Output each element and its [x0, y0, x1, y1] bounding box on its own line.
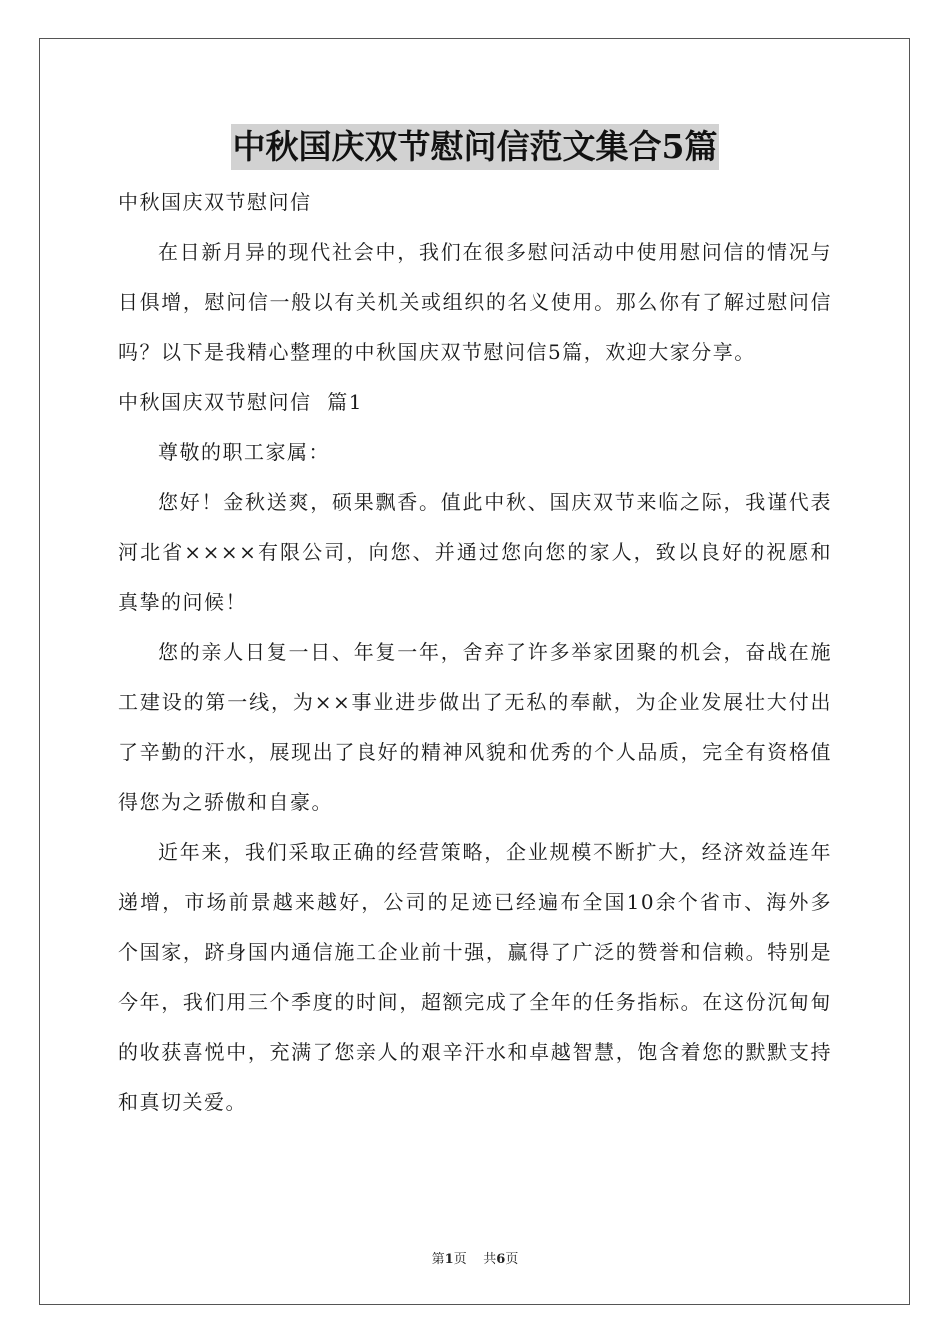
- body-paragraph: 您的亲人日复一日、年复一年，舍弃了许多举家团聚的机会，奋战在施工建设的第一线，为××事业进步做出了无私的奉献，为企业发展壮大付出了辛勤的汗水，展现出了良好的精神风貌和优秀的个人品质，完全有资格值得您为之骄傲和自豪。: [118, 640, 832, 814]
- page-footer: [0, 1248, 950, 1267]
- intro-paragraph: 在日新月异的现代社会中，我们在很多慰问活动中使用慰问信的情况与日俱增，慰问信一般以有关机关或组织的名义使用。那么你有了解过慰问信吗？以下是我精心整理的中秋国庆双节慰问信5篇，欢迎大家分享。: [118, 240, 832, 364]
- document-body: [118, 177, 832, 1127]
- total-suffix: 页: [505, 1252, 519, 1267]
- total-page-count: 6: [496, 1252, 506, 1267]
- subtitle: 中秋国庆双节慰问信: [118, 190, 312, 214]
- document-title: 中秋国庆双节慰问信范文集合5篇: [231, 124, 720, 170]
- section-heading: 中秋国庆双节慰问信 篇1: [118, 390, 363, 414]
- current-page-number: 1: [444, 1252, 454, 1267]
- page-suffix: 页: [453, 1252, 467, 1267]
- salutation: 尊敬的职工家属：: [158, 440, 330, 464]
- total-prefix: 共: [483, 1252, 497, 1267]
- title-container: [0, 124, 950, 170]
- page-prefix: 第: [431, 1252, 445, 1267]
- body-paragraph: 近年来，我们采取正确的经营策略，企业规模不断扩大，经济效益连年递增，市场前景越来越好，公司的足迹已经遍布全国10余个省市、海外多个国家，跻身国内通信施工企业前十强，赢得了广泛的赞誉和信赖。特别是今年，我们用三个季度的时间，超额完成了全年的任务指标。在这份沉甸甸的收获喜悦中，充满了您亲人的艰辛汗水和卓越智慧，饱含着您的默默支持和真切关爱。: [118, 840, 832, 1114]
- body-paragraph: 您好！金秋送爽，硕果飘香。值此中秋、国庆双节来临之际，我谨代表河北省××××有限公司，向您、并通过您向您的家人，致以良好的祝愿和真挚的问候！: [118, 490, 832, 614]
